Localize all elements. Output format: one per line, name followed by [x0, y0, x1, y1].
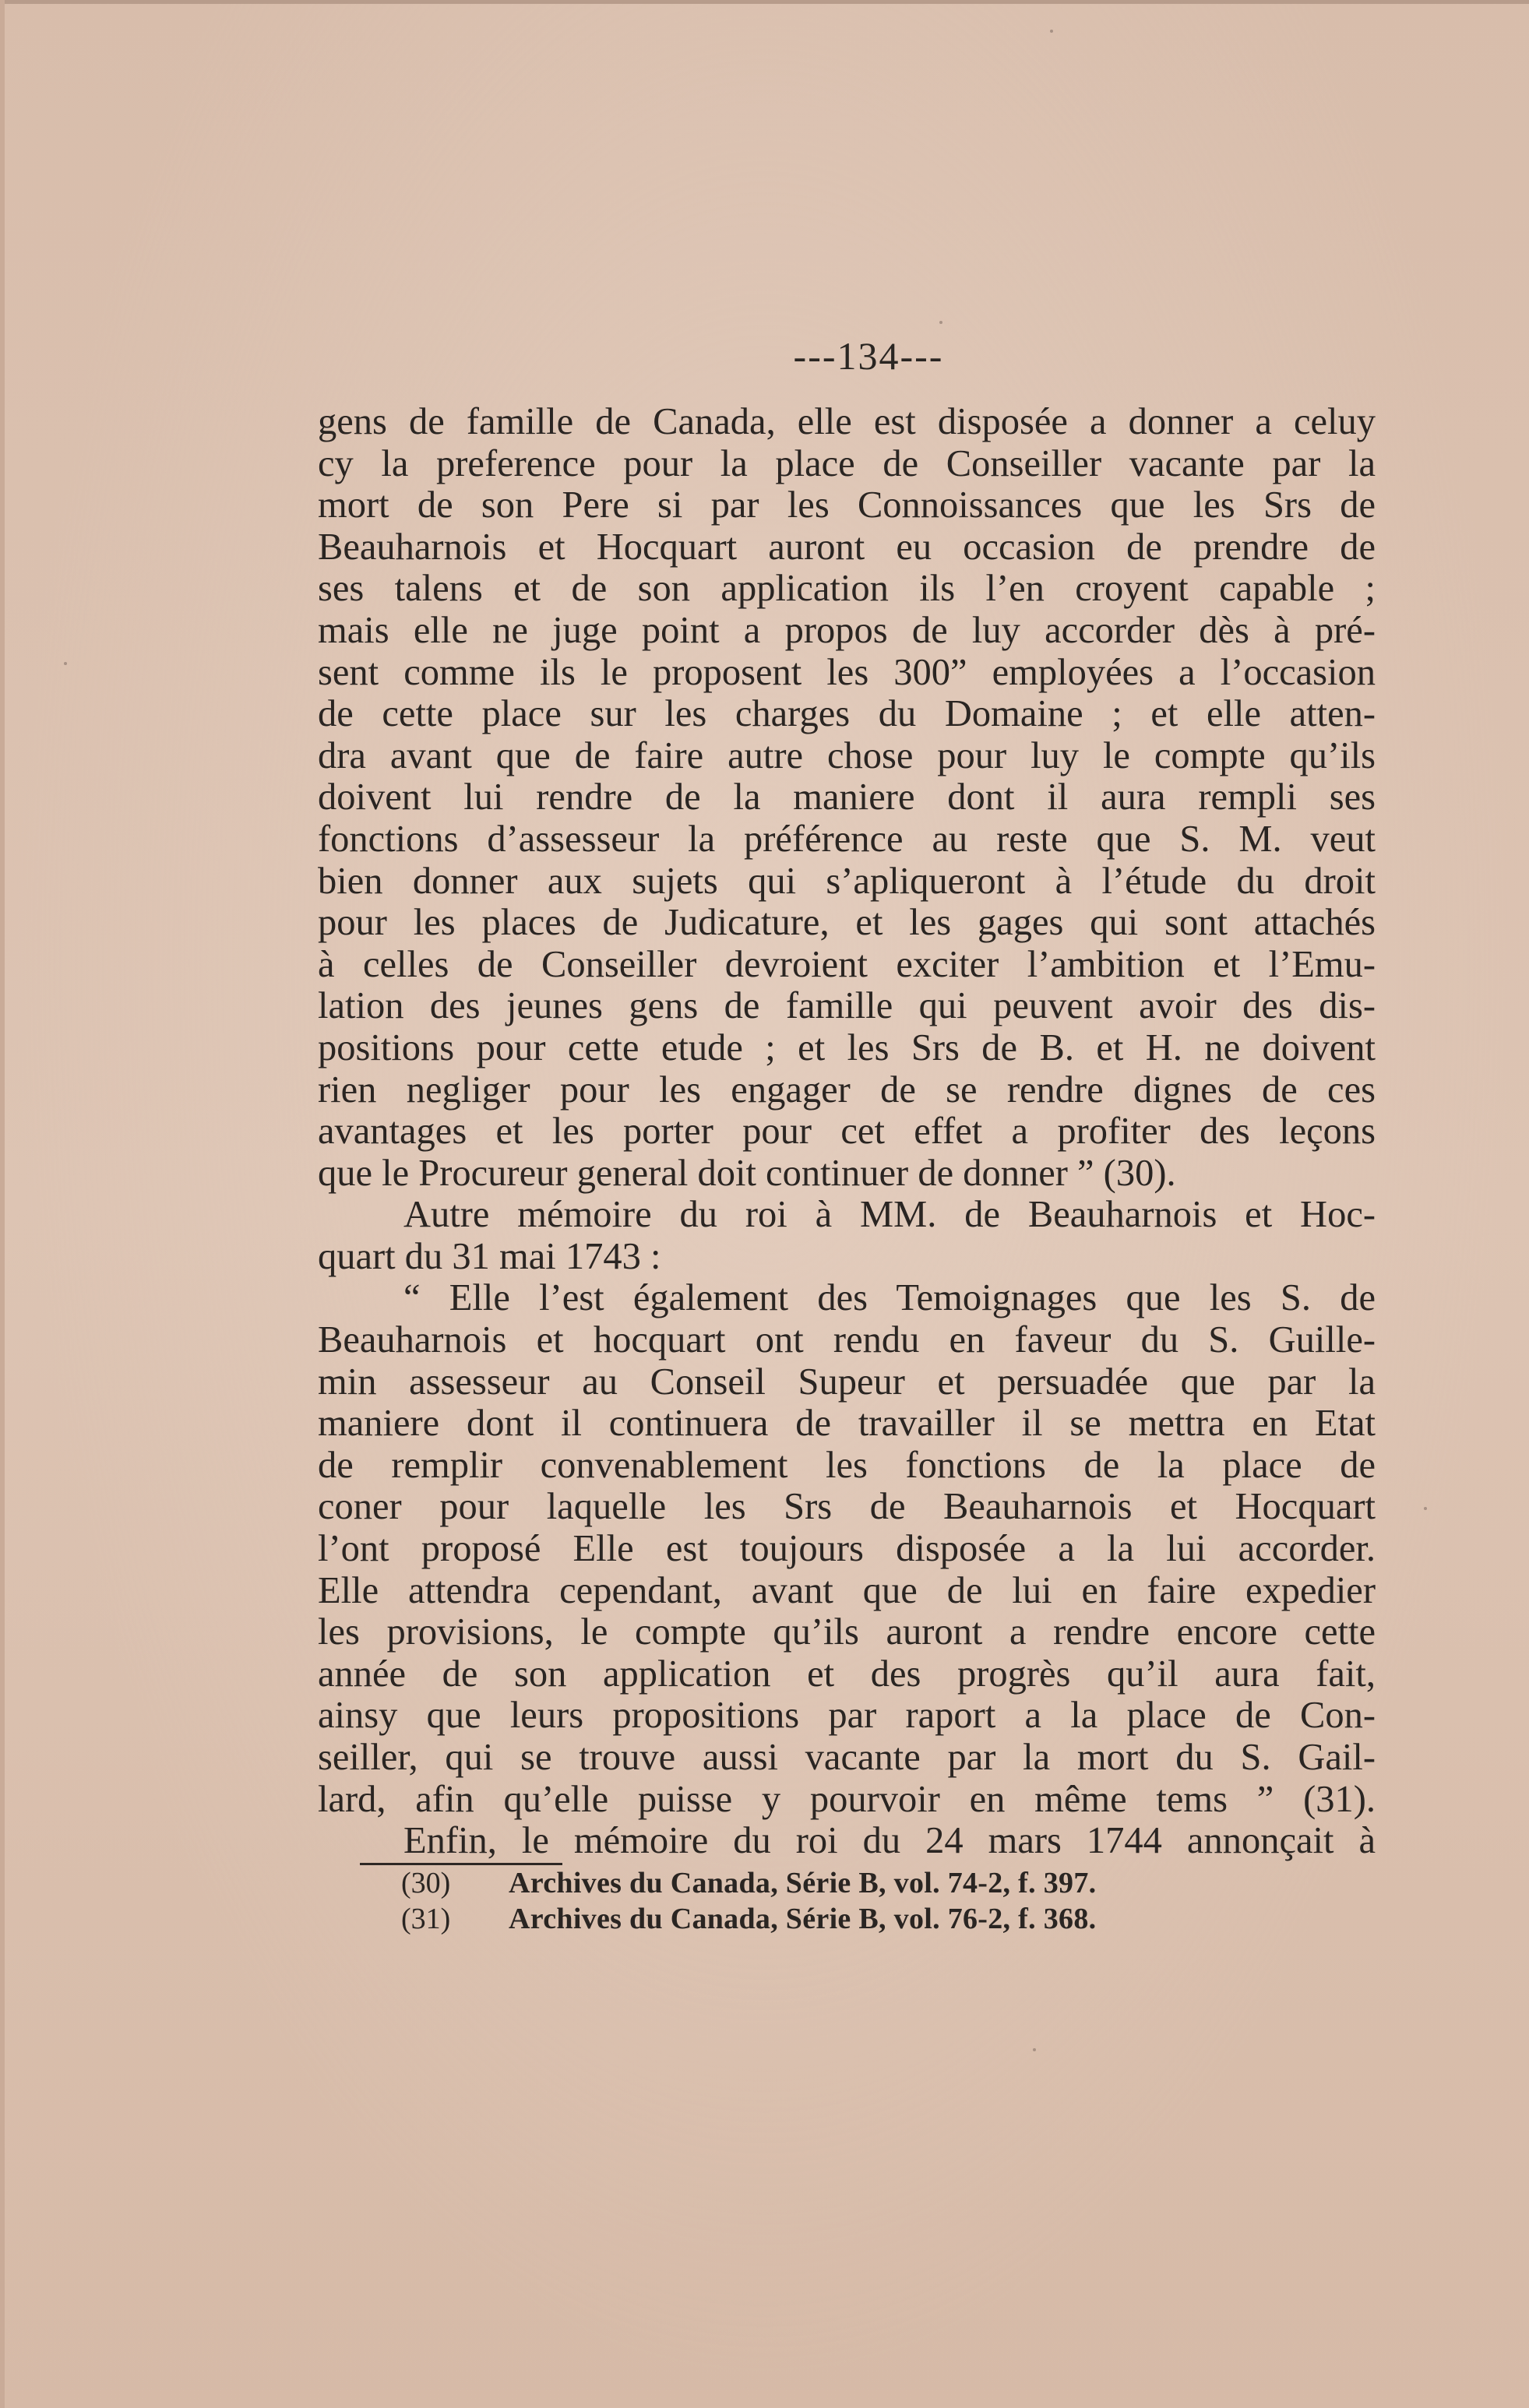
text-line: “ Elle l’est également des Temoignages que les S. de — [403, 1277, 1376, 1319]
text-line: dra avant que de faire autre chose pour luy le compte qu’ils — [318, 734, 1376, 776]
footnote-30 — [401, 1865, 1096, 1901]
footnote-number: (30) — [401, 1867, 451, 1899]
text-line: ainsy que leurs propositions par raport a la place de Con- — [318, 1695, 1376, 1737]
text-line: seiller, qui se trouve aussi vacante par la mort du S. Gail- — [318, 1737, 1376, 1778]
page-top-edge — [0, 0, 1529, 4]
text-line: positions pour cette etude ; et les Srs de B. et H. ne doivent — [318, 1026, 1376, 1068]
text-line: bien donner aux sujets qui s’apliqueront à l’étude du droit — [318, 860, 1376, 902]
text-line: que le Procureur general doit continuer de donner ” (30). — [318, 1152, 1176, 1194]
text-line: coner pour laquelle les Srs de Beauharnois et Hocquart — [318, 1486, 1376, 1528]
text-line: l’ont proposé Elle est toujours disposée a la lui accorder. — [318, 1528, 1376, 1570]
text-line: maniere dont il continuera de travailler il se mettra en Etat — [318, 1403, 1376, 1445]
text-line: fonctions d’assesseur la préférence au reste que S. M. veut — [318, 818, 1376, 860]
text-line: Beauharnois et hocquart ont rendu en faveur du S. Guille- — [318, 1319, 1376, 1361]
footnote-text: Archives du Canada, Série B, vol. 76-2, f. 368. — [509, 1903, 1097, 1935]
text-line: les provisions, le compte qu’ils auront a rendre encore cette — [318, 1611, 1376, 1653]
text-line: mais elle ne juge point a propos de luy accorder dès à pré- — [318, 609, 1376, 651]
text-line: Beauharnois et Hocquart auront eu occasion de prendre de — [318, 526, 1376, 568]
text-line: pour les places de Judicature, et les gages qui sont attachés — [318, 902, 1376, 944]
text-line: doivent lui rendre de la maniere dont il aura rempli ses — [318, 776, 1376, 819]
paper-speck — [939, 321, 942, 324]
text-line: sent comme ils le proposent les 300” employées a l’occasion — [318, 651, 1376, 693]
footnote-number: (31) — [401, 1903, 451, 1935]
footnotes — [401, 1865, 1096, 1937]
text-line: ses talens et de son application ils l’en croyent capable ; — [318, 568, 1376, 610]
page-number: ---134--- — [793, 334, 944, 378]
text-line: rien negliger pour les engager de se rendre dignes de ces — [318, 1068, 1376, 1111]
text-line: mort de son Pere si par les Connoissances que les Srs de — [318, 484, 1376, 526]
text-line: de cette place sur les charges du Domaine ; et elle atten- — [318, 693, 1376, 735]
text-line: cy la preference pour la place de Conseiller vacante par la — [318, 442, 1376, 484]
footnote-text: Archives du Canada, Série B, vol. 74-2, f. 397. — [509, 1867, 1097, 1899]
footnote-31 — [401, 1901, 1096, 1937]
text-line: Autre mémoire du roi à MM. de Beauharnois et Hoc- — [403, 1194, 1376, 1236]
text-line: avantages et les porter pour cet effet a profiter des leçons — [318, 1111, 1376, 1153]
text-line: lard, afin qu’elle puisse y pourvoir en même tems ” (31). — [318, 1778, 1376, 1820]
text-line: gens de famille de Canada, elle est disposée a donner a celuy — [318, 401, 1376, 442]
text-line: à celles de Conseiller devroient exciter l’ambition et l’Emu- — [318, 943, 1376, 985]
text-line: Enfin, le mémoire du roi du 24 mars 1744 annonçait à — [403, 1820, 1376, 1862]
text-line: Elle attendra cependant, avant que de lui en faire expedier — [318, 1569, 1376, 1611]
text-line: année de son application et des progrès qu’il aura fait, — [318, 1653, 1376, 1695]
paper-speck — [64, 662, 67, 665]
body-text — [318, 401, 1376, 1862]
text-line: quart du 31 mai 1743 : — [318, 1235, 661, 1277]
text-line: de remplir convenablement les fonctions de la place de — [318, 1444, 1376, 1486]
text-line: lation des jeunes gens de famille qui peuvent avoir des dis- — [318, 985, 1376, 1027]
paper-speck — [1424, 1507, 1427, 1510]
paper-speck — [1033, 2048, 1036, 2051]
paper-speck — [1050, 30, 1053, 33]
text-line: min assesseur au Conseil Supeur et persuadée que par la — [318, 1361, 1376, 1403]
